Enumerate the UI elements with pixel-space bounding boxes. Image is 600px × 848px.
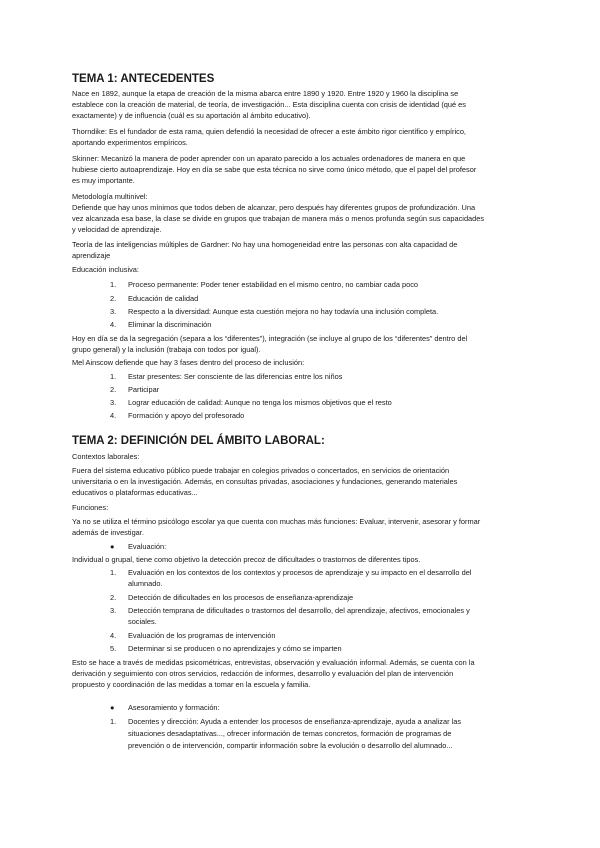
skinner-line: es muy importante. bbox=[72, 176, 135, 185]
list-item: 4. Eliminar la discriminación bbox=[110, 320, 212, 329]
list-item: 3. Lograr educación de calidad: Aunque no tenga los mismos objetivos que el resto bbox=[110, 398, 392, 407]
inclusiva-heading: Educación inclusiva: bbox=[72, 265, 139, 274]
bullet-item: ● Evaluación: bbox=[110, 542, 167, 551]
segregacion-line: grupo general) y la inclusión (trabaja con todos por igual). bbox=[72, 345, 261, 354]
ainscow-line: Mel Ainscow defiende que hay 3 fases dentro del proceso de inclusión: bbox=[72, 358, 305, 367]
list-item: 1. Proceso permanente: Poder tener estabilidad en el mismo centro, no cambiar cada poco bbox=[110, 280, 419, 289]
list-item: 1. Estar presentes: Ser consciente de las diferencias entre los niños bbox=[110, 372, 343, 381]
medidas-line: Esto se hace a través de medidas psicométricas, entrevistas, observación y evaluación informal. Además, se cuenta con la bbox=[72, 658, 475, 667]
bullet-icon: ● bbox=[110, 542, 115, 551]
bullet-icon: ● bbox=[110, 703, 115, 712]
medidas-line: propuesto y coordinación de las medidas a tomar en la escuela y familia. bbox=[72, 680, 311, 689]
tema2-title: TEMA 2: DEFINICIÓN DEL ÁMBITO LABORAL: bbox=[72, 435, 325, 447]
list-item-cont: prevención o de intervención, compartir información sobre la evolución o desarrollo del alumnado... bbox=[128, 741, 453, 750]
list-item: 3. Detección temprana de dificultades o trastornos del desarrollo, del aprendizaje, afectivos, emocionales y bbox=[110, 606, 470, 615]
contextos-line: Fuera del sistema educativo público puede trabajar en colegios privados o concertados, en servicios de orientación bbox=[72, 466, 450, 475]
skinner-line: hubiese cierto autoaprendizaje. Hoy en día se sabe que esta técnica no sirve como único método, que el papel del profesor bbox=[72, 165, 477, 174]
list-item: 4. Evaluación de los programas de intervención bbox=[110, 631, 276, 640]
list-item: 2. Participar bbox=[110, 385, 160, 394]
list-item: 2. Educación de calidad bbox=[110, 294, 199, 303]
contextos-line: educativos o plataformas educativas... bbox=[72, 488, 198, 497]
funciones-line: además de investigar. bbox=[72, 528, 144, 537]
intro-line: establece con la creación de material, de teoría, de investigación... Esta disciplina cuenta con crisis de identidad (qué es bbox=[72, 100, 466, 109]
list-item-cont: situaciones desadaptativas..., ofrecer información de temas concretos, formación de programas de bbox=[128, 729, 452, 738]
funciones-heading: Funciones: bbox=[72, 503, 109, 512]
list-item-cont: alumnado. bbox=[128, 579, 163, 588]
medidas-line: derivación y seguimiento con otros servicios, redacción de informes, desarrollo y evaluación del plan de intervención bbox=[72, 669, 454, 678]
evaluacion-intro: Individual o grupal, tiene como objetivo la detección precoz de dificultades o trastornos de diferentes tipos. bbox=[72, 555, 421, 564]
gardner-line: Teoría de las inteligencias múltiples de Gardner: No hay una homogeneidad entre las personas con alta capacidad de bbox=[72, 240, 458, 249]
funciones-line: Ya no se utiliza el término psicólogo escolar ya que cuenta con muchas más funciones: Evaluar, intervenir, asesorar y formar bbox=[72, 517, 481, 526]
skinner-line: Skinner: Mecanizó la manera de poder aprender con un aparato parecido a los actuales ordenadores de manera en que bbox=[72, 154, 466, 163]
list-item: 1. Docentes y dirección: Ayuda a entender los procesos de enseñanza-aprendizaje, ayuda a analizar las bbox=[110, 717, 462, 726]
list-item-cont: sociales. bbox=[128, 617, 157, 626]
intro-line: exactamente) y de influencia (cuál es su aportación al ámbito educativo). bbox=[72, 111, 311, 120]
gardner-line: aprendizaje bbox=[72, 251, 111, 260]
intro-line: Nace en 1892, aunque la etapa de creación de la misma abarca entre 1890 y 1920. Entre 1920 y 1960 la disciplina se bbox=[72, 89, 459, 98]
metodologia-line: Defiende que hay unos mínimos que todos deben de alcanzar, pero después hay diferentes grupos de profundización. Una bbox=[72, 203, 476, 212]
list-item: 1. Evaluación en los contextos de los contextos y procesos de aprendizaje y su impacto en el desarrollo del bbox=[110, 568, 472, 577]
list-item: 2. Detección de dificultades en los procesos de enseñanza-aprendizaje bbox=[110, 593, 354, 602]
list-item: 4. Formación y apoyo del profesorado bbox=[110, 411, 245, 420]
bullet-item: ● Asesoramiento y formación: bbox=[110, 703, 220, 712]
segregacion-line: Hoy en día se da la segregación (separa a los “diferentes”), integración (se incluye al grupo de los “diferentes” dentro del bbox=[72, 334, 468, 343]
thorndike-line: Thorndike: Es el fundador de esta rama, quien defendió la necesidad de ofrecer a este ámbito rigor científico y empírico, bbox=[72, 127, 466, 136]
contextos-line: universitaria o en la investigación. Además, en consultas privadas, asociaciones y fundaciones, generando materiales bbox=[72, 477, 458, 486]
list-item: 3. Respecto a la diversidad: Aunque esta cuestión mejora no hay todavía una inclusión completa. bbox=[110, 307, 439, 316]
contextos-heading: Contextos laborales: bbox=[72, 452, 140, 461]
thorndike-line: aportando experimentos empíricos. bbox=[72, 138, 188, 147]
tema1-title: TEMA 1: ANTECEDENTES bbox=[72, 73, 215, 85]
metodologia-line: y velocidad de aprendizaje. bbox=[72, 225, 162, 234]
list-item: 5. Determinar si se producen o no aprendizajes y cómo se imparten bbox=[110, 644, 342, 653]
metodologia-heading: Metodología multinivel: bbox=[72, 192, 148, 201]
metodologia-line: vez alcanzada esa base, la clase se divide en grupos que trabajan de manera más o menos profunda según sus capacidades bbox=[72, 214, 485, 223]
